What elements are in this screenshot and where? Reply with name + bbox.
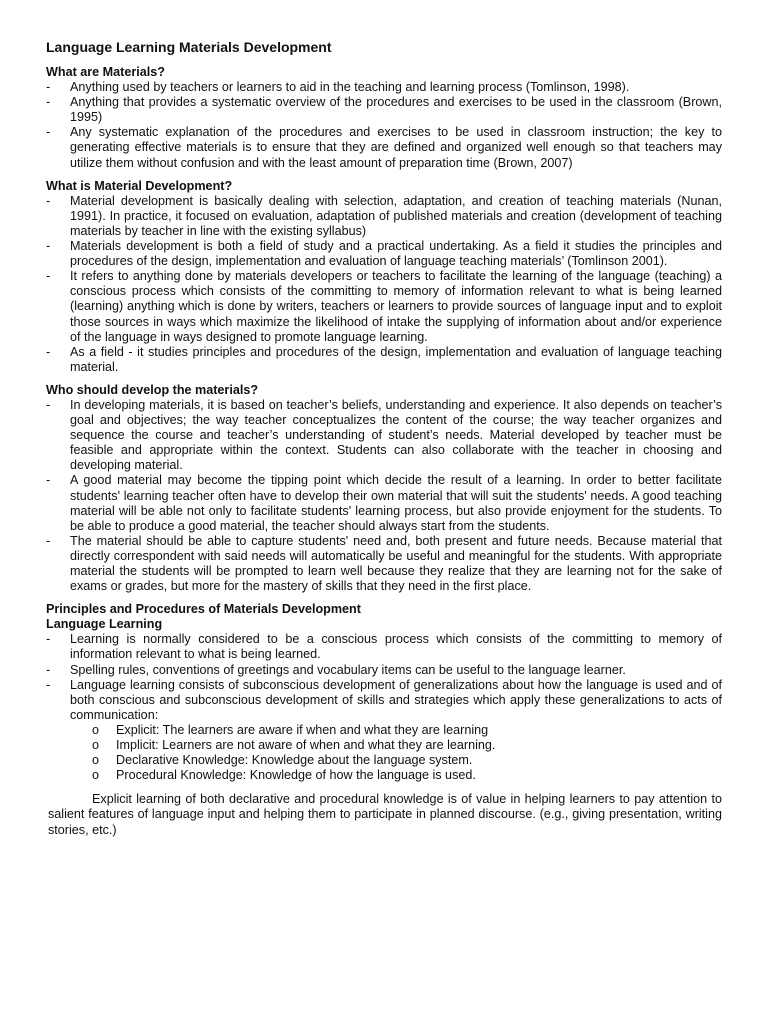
bullet-marker: -	[46, 95, 51, 110]
list-item-text: Anything that provides a systematic overview of the procedures and exercises to be used in the classroom (Brown, 1995)	[70, 95, 722, 125]
list-item	[46, 345, 722, 375]
list-item-text: Anything used by teachers or learners to aid in the teaching and learning process (Tomlinson, 1998).	[70, 80, 630, 95]
bullet-marker: -	[46, 80, 51, 95]
list-item	[46, 398, 722, 473]
section-subheading-language-learning: Language Learning	[46, 617, 163, 632]
bullet-list-who-should-develop	[46, 398, 722, 594]
list-item	[46, 239, 722, 269]
closing-paragraph: Explicit learning of both declarative and procedural knowledge is of value in helping learners to pay attention to salient features of language input and helping them to participate in planned discourse. (e.g., giving presentation, writing stories, etc.)	[48, 792, 722, 837]
list-item	[46, 80, 722, 95]
sub-bullet-marker: o	[92, 738, 100, 753]
list-item	[46, 125, 722, 170]
bullet-marker: -	[46, 193, 51, 208]
sub-list-item-text: Implicit: Learners are not aware of when and what they are learning.	[116, 738, 496, 753]
sub-list-item	[46, 753, 722, 768]
sub-list-item	[46, 723, 722, 738]
sub-list-item-text: Declarative Knowledge: Knowledge about the language system.	[116, 753, 473, 768]
list-item-text: It refers to anything done by materials developers or teachers to facilitate the learning of the language (teaching) a conscious process which consists of the committing to memory of information relevant to what is being learned (learning) anything which is done by writers, teachers or learners to provide sources of language input and to exploit those sources in ways which maximize the likelihood of intake the supplying of information about and/or experience of the language in ways designed to promote language learning.	[70, 269, 722, 344]
list-item	[46, 194, 722, 239]
list-item-text: Materials development is both a field of study and a practical undertaking. As a field it studies the principles and procedures of the design, implementation and evaluation of language teaching materials’ (Tomlinson 2001).	[70, 239, 722, 269]
sub-list-item	[46, 768, 722, 783]
section-heading-principles: Principles and Procedures of Materials Development	[46, 602, 361, 617]
list-item	[46, 534, 722, 594]
bullet-marker: -	[46, 677, 51, 692]
list-item-text: The material should be able to capture students' need and, both present and future needs. Because material that directly correspondent with said needs will automatically be useful and meaningful for the students. With appropriate material the students will be prompted to learn well because they realize that they are learning not for the sake of exams or grades, but more for the mastery of skills that they need in the first place.	[70, 533, 722, 594]
bullet-marker: -	[46, 125, 51, 140]
list-item	[46, 473, 722, 533]
bullet-marker: -	[46, 269, 51, 284]
sub-list-learning-types	[46, 723, 722, 783]
list-item	[46, 678, 722, 723]
sub-bullet-marker: o	[92, 753, 100, 768]
bullet-list-what-is-development	[46, 194, 722, 375]
list-item-text: Learning is normally considered to be a conscious process which consists of the committing to memory of information relevant to what is being learned.	[70, 632, 722, 662]
document-title: Language Learning Materials Development	[46, 39, 332, 55]
bullet-marker: -	[46, 344, 51, 359]
list-item-text: A good material may become the tipping point which decide the result of a learning. In order to better facilitate students' learning teacher often have to develop their own material that will suit the students' needs. A good teaching material will be able not only to facilitate students' learning process, but also provide enjoyment for the students. To be able to produce a good material, the teacher should always start from the students.	[70, 473, 722, 533]
list-item-text: Spelling rules, conventions of greetings and vocabulary items can be useful to the language learner.	[70, 662, 626, 677]
bullet-list-principles	[46, 632, 722, 723]
list-item-text: Language learning consists of subconscious development of generalizations about how the language is used and of both conscious and subconscious development of skills and strategies which apply these generalizations to acts of communication:	[70, 677, 722, 722]
sub-list-item-text: Explicit: The learners are aware if when and what they are learning	[116, 722, 489, 737]
sub-bullet-marker: o	[92, 722, 100, 737]
bullet-marker: -	[46, 397, 51, 412]
sub-list-item	[46, 738, 722, 753]
list-item	[46, 632, 722, 662]
bullet-marker: -	[46, 662, 51, 677]
list-item	[46, 663, 722, 678]
section-heading-what-are-materials: What are Materials?	[46, 65, 165, 79]
sub-bullet-marker: o	[92, 768, 100, 783]
list-item	[46, 95, 722, 125]
section-heading-who-should-develop: Who should develop the materials?	[46, 382, 259, 397]
document-page	[46, 38, 722, 838]
bullet-marker: -	[46, 473, 51, 488]
section-heading-what-is-development: What is Material Development?	[46, 178, 233, 193]
bullet-marker: -	[46, 632, 51, 647]
sub-list-item-text: Procedural Knowledge: Knowledge of how the language is used.	[116, 768, 476, 783]
list-item-text: As a field - it studies principles and procedures of the design, implementation and evaluation of language teaching material.	[70, 344, 722, 374]
bullet-marker: -	[46, 239, 51, 254]
list-item	[46, 269, 722, 344]
list-item-text: In developing materials, it is based on teacher’s beliefs, understanding and experience. It also depends on teacher’s goal and objectives; the way teacher conceptualizes the content of the course; the way teacher organizes and sequence the course and teacher’s understanding of student’s needs. Material developed by teacher must be feasible and appropriate within the context. Students can also collaborate with the teacher in choosing and developing material.	[70, 397, 722, 473]
bullet-marker: -	[46, 533, 51, 548]
list-item-text: Material development is basically dealing with selection, adaptation, and creation of teaching materials (Nunan, 1991). In practice, it focused on evaluation, adaptation of published materials and creation (development of teaching materials by teacher in line with the existing syllabus)	[70, 193, 722, 238]
bullet-list-what-are-materials	[46, 80, 722, 171]
list-item-text: Any systematic explanation of the procedures and exercises to be used in classroom instruction; the key to generating effective materials is to ensure that they are defined and organized well enough so that teachers may utilize them without confusion and with the least amount of preparation time (Brown, 2007)	[70, 125, 722, 170]
